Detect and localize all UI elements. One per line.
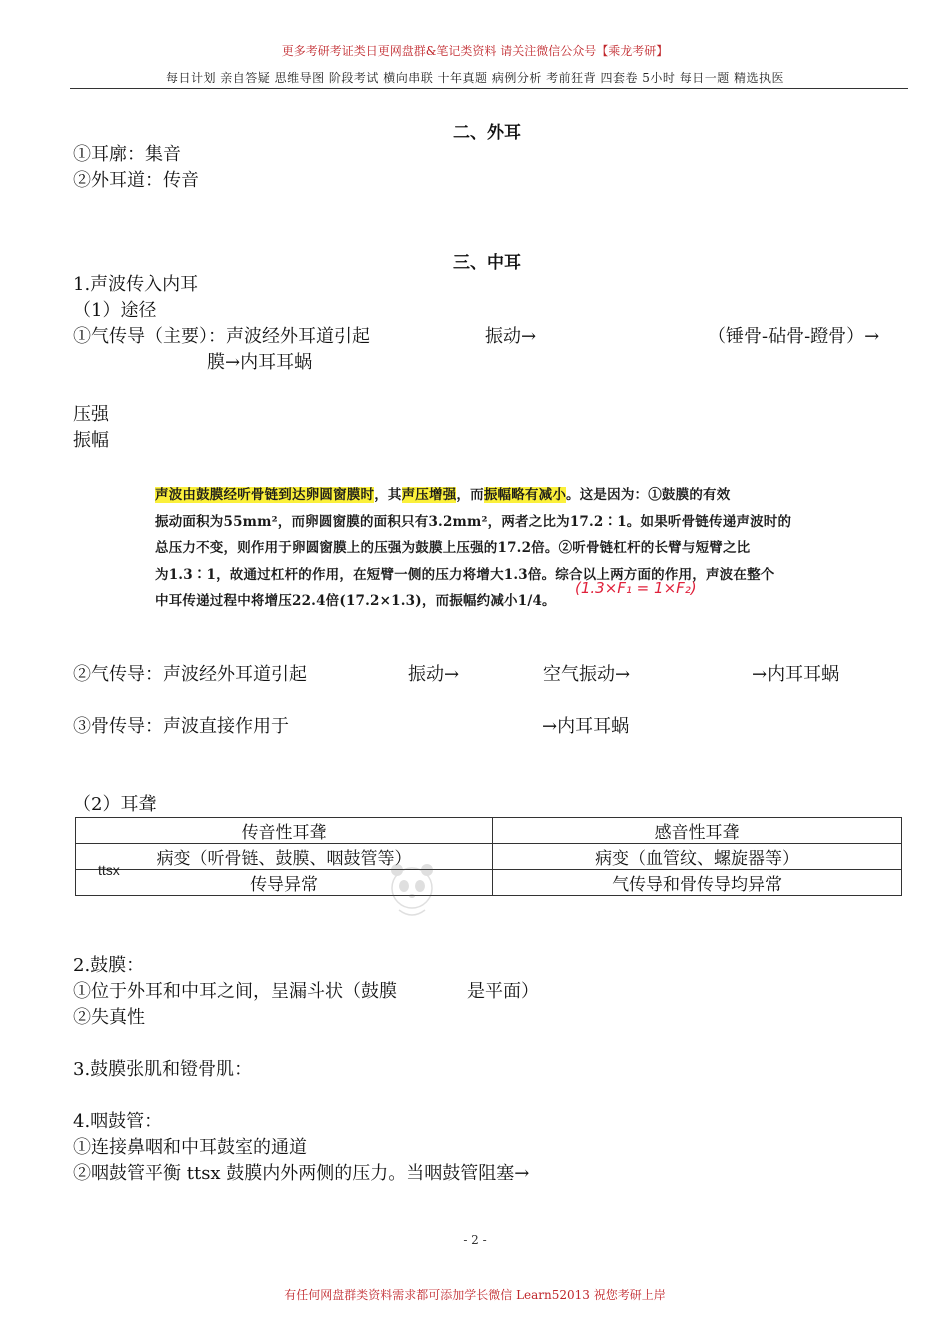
subheading-pathway: （1）途径 <box>73 300 157 321</box>
bone-conduction-end: →内耳耳蜗 <box>542 716 630 737</box>
heading-tympanic-membrane: 2.鼓膜： <box>73 955 145 976</box>
table-cell: 病变（听骨链、鼓膜、咽鼓管等） <box>76 844 493 870</box>
table-header-row <box>76 818 902 844</box>
list-item-continued: 是平面） <box>467 981 539 1002</box>
air-conduction-2-air: 空气振动→ <box>543 664 631 685</box>
list-item: ①耳廓：集音 <box>73 144 181 165</box>
table-cell: 传导异常 <box>76 870 493 896</box>
deafness-table <box>75 817 902 896</box>
excerpt-line-5: 中耳传递过程中将增压22.4倍(17.2×1.3)，而振幅约减小1/4。 <box>155 593 556 609</box>
list-item: ①位于外耳和中耳之间，呈漏斗状（鼓膜 <box>73 981 397 1002</box>
air-conduction-2-end: →内耳耳蜗 <box>752 664 840 685</box>
header-nav-line: 每日计划 亲自答疑 思维导图 阶段考试 横向串联 十年真题 病例分析 考前狂背 四套卷 5小时 每日一题 精选执医 <box>165 71 785 85</box>
air-conduction-main-text: ①气传导（主要）：声波经外耳道引起 <box>73 326 370 347</box>
table-row <box>76 870 902 896</box>
table-cell: 气传导和骨传导均异常 <box>493 870 902 896</box>
panda-watermark-icon <box>385 860 440 925</box>
excerpt-line-1: 声波由鼓膜经听骨链到达卵圆窗膜时，其声压增强，而振幅略有减小。这是因为：①鼓膜的有效 <box>155 487 731 503</box>
excerpt-line-2: 振动面积为55mm²，而卵圆窗膜的面积只有3.2mm²，两者之比为17.2∶1。如果听骨链传递声波时的 <box>155 514 792 530</box>
list-item: ②外耳道：传音 <box>73 170 199 191</box>
label-amplitude: 振幅 <box>73 430 109 451</box>
highlight: 声波由鼓膜经听骨链到达卵圆窗膜时 <box>155 487 375 503</box>
excerpt-line-4: 为1.3∶1，故通过杠杆的作用，在短臂一侧的压力将增大1.3倍。综合以上两方面的作用，声波在整个 <box>155 567 775 583</box>
header-divider <box>70 88 908 89</box>
air-conduction-2-text: ②气传导：声波经外耳道引起 <box>73 664 307 685</box>
air-conduction-2-vibration: 振动→ <box>408 664 460 685</box>
air-conduction-main-vibration: 振动→ <box>485 326 537 347</box>
table-cell: 病变（血管纹、螺旋器等） <box>493 844 902 870</box>
list-item: ②失真性 <box>73 1007 145 1028</box>
header-promo: 更多考研考证类日更网盘群&笔记类资料 请关注微信公众号【乘龙考研】 <box>281 44 669 58</box>
page-number: - 2 - <box>463 1233 487 1247</box>
bone-conduction-text: ③骨传导：声波直接作用于 <box>73 716 289 737</box>
heading-muscles: 3.鼓膜张肌和镫骨肌： <box>73 1059 253 1080</box>
list-item: ②咽鼓管平衡 ttsx 鼓膜内外两侧的压力。当咽鼓管阻塞→ <box>73 1163 530 1184</box>
stray-mark-text: ttsx <box>98 862 120 878</box>
heading-sound-transmission: 1.声波传入内耳 <box>73 274 199 295</box>
highlight: 振幅略有减小 <box>483 487 567 503</box>
air-conduction-main-ossicles: （锤骨-砧骨-蹬骨）→ <box>708 326 880 347</box>
textbook-excerpt <box>155 480 845 620</box>
section-title-outer-ear: 二、外耳 <box>453 123 521 143</box>
subheading-deafness: （2）耳聋 <box>73 794 157 815</box>
table-row <box>76 844 902 870</box>
section-title-middle-ear: 三、中耳 <box>453 253 521 273</box>
table-header: 感音性耳聋 <box>493 818 902 844</box>
list-item: ①连接鼻咽和中耳鼓室的通道 <box>73 1137 307 1158</box>
footer-promo: 有任何网盘群类资料需求都可添加学长微信 Learn52013 祝您考研上岸 <box>284 1288 666 1302</box>
label-pressure: 压强 <box>73 404 109 425</box>
heading-eustachian-tube: 4.咽鼓管： <box>73 1111 163 1132</box>
excerpt-line-3: 总压力不变，则作用于卵圆窗膜上的压强为鼓膜上压强的17.2倍。②听骨链杠杆的长臂与短臂之比 <box>155 540 751 556</box>
air-conduction-main-end: 膜→内耳耳蜗 <box>207 352 313 373</box>
table-header: 传音性耳聋 <box>76 818 493 844</box>
highlight: 声压增强 <box>401 487 457 503</box>
handwritten-formula: (1.3×F₁ = 1×F₂) <box>575 579 697 597</box>
